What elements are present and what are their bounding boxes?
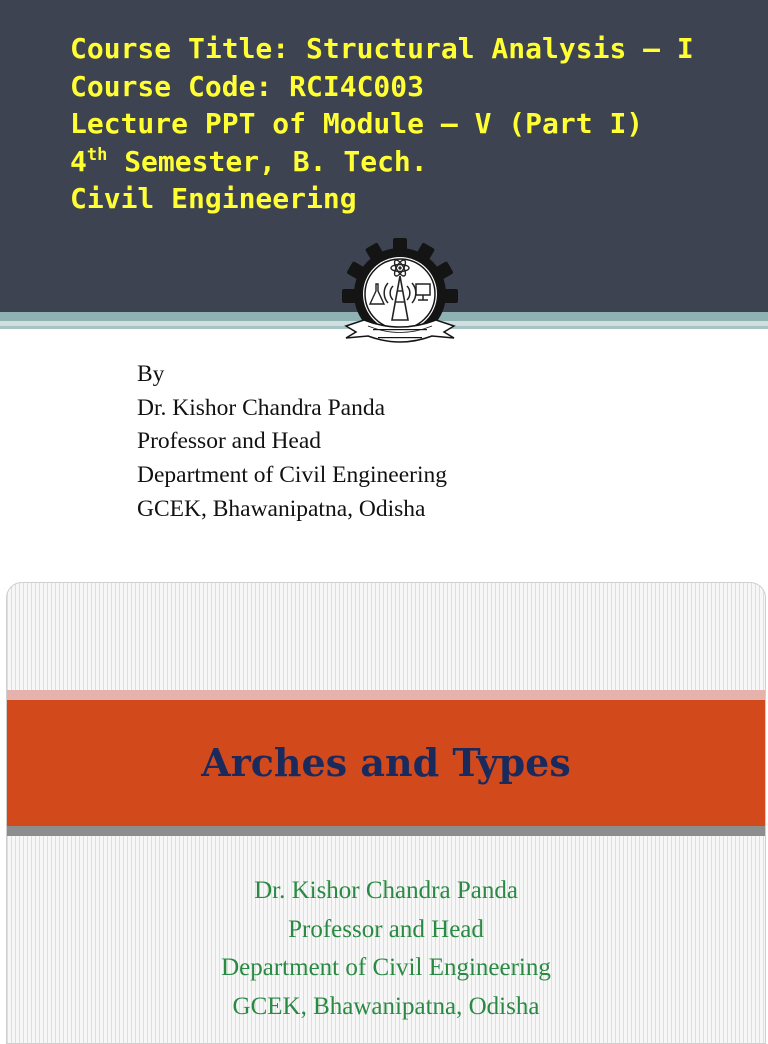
title-band-bottom-edge (7, 826, 765, 836)
college-emblem-icon (340, 236, 460, 356)
title-band (7, 700, 765, 826)
author-department: Department of Civil Engineering (137, 462, 447, 489)
author-department: Department of Civil Engineering (221, 954, 551, 982)
branch: Civil Engineering (70, 182, 357, 215)
semester-suffix: th (86, 144, 108, 165)
course-title: Course Title: Structural Analysis – I (70, 32, 694, 65)
author-block (7, 872, 765, 1027)
author-designation: Professor and Head (137, 428, 322, 455)
author-institute: GCEK, Bhawanipatna, Odisha (232, 993, 540, 1021)
author-institute: GCEK, Bhawanipatna, Odisha (137, 495, 426, 522)
slide-title: Arches and Types (201, 740, 571, 785)
semester-text: Semester, B. Tech. (107, 144, 428, 178)
lecture-module: Lecture PPT of Module – V (Part I) (70, 107, 644, 140)
course-code: Course Code: RCI4C003 (70, 69, 425, 103)
course-info (70, 30, 750, 218)
semester-number: 4 (70, 144, 87, 178)
title-band-top-edge (7, 690, 765, 700)
by-label: By (137, 361, 165, 387)
topic-slide (6, 582, 766, 1044)
semester (70, 143, 750, 181)
author-name: Dr. Kishor Chandra Panda (137, 394, 386, 421)
author-name: Dr. Kishor Chandra Panda (254, 877, 518, 904)
author-designation: Professor and Head (288, 915, 484, 943)
author-block (137, 358, 447, 527)
